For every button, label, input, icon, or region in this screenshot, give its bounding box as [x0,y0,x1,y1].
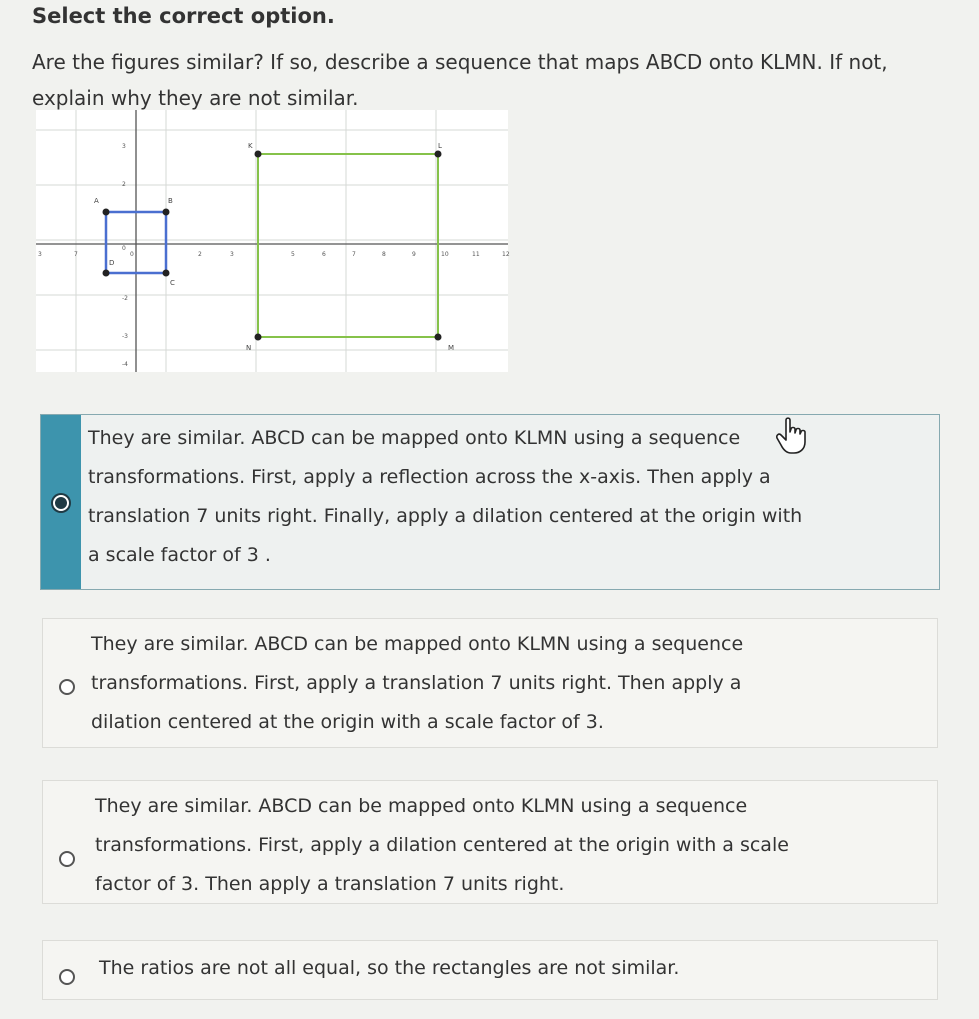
label-m: M [448,344,455,352]
vertex-l [435,151,442,158]
y-tick-label: 0 [122,245,126,252]
option-2-text: They are similar. ABCD can be mapped onto KLMN using a sequence transformations. First, apply a translation 7 units right. Then apply a dilation centered at the origin with a scale factor of 3. [91,633,744,733]
label-c: C [170,279,175,287]
label-b: B [168,197,173,205]
instruction-text: Select the correct option. [32,4,335,28]
x-tick-label: 0 [130,251,134,258]
answer-option-2[interactable] [42,618,938,748]
x-tick-label: 7 [74,251,78,258]
x-tick-label: 2 [198,251,202,258]
option-3-text: They are similar. ABCD can be mapped onto KLMN using a sequence transformations. First, apply a dilation centered at the origin with a scale factor of 3. Then apply a translation 7 units right. [95,795,789,895]
answer-option-3[interactable] [42,780,938,904]
coordinate-graph [36,110,508,372]
x-tick-label: 3 [230,251,234,258]
vertex-d [103,270,110,277]
x-tick-label: 7 [352,251,356,258]
radio-button-4[interactable] [59,969,75,985]
y-tick-label: -3 [122,333,128,340]
label-l: L [438,142,442,150]
y-tick-label: -4 [122,361,128,368]
vertex-c [163,270,170,277]
y-tick-label: 2 [122,181,126,188]
radio-button-1[interactable] [53,495,69,511]
x-tick-label: 9 [412,251,416,258]
radio-button-3[interactable] [59,851,75,867]
option-1-text: They are similar. ABCD can be mapped onto KLMN using a sequence transformations. First, apply a reflection across the x-axis. Then apply a translation 7 units right. Finally, apply a dilation centered at the origin with a scale factor of 3 . [88,427,803,566]
x-tick-label: 3 [38,251,42,258]
label-k: K [248,142,253,150]
x-tick-label: 11 [472,251,480,258]
vertex-n [255,334,262,341]
graph-svg [36,110,508,372]
label-n: N [246,344,252,352]
label-d: D [109,259,115,267]
label-a: A [94,197,99,205]
answer-option-4[interactable] [42,940,938,1000]
radio-button-2[interactable] [59,679,75,695]
vertex-b [163,209,170,216]
vertex-a [103,209,110,216]
y-tick-label: 3 [122,143,126,150]
option-4-text: The ratios are not all equal, so the rectangles are not similar. [99,957,680,979]
x-tick-label: 5 [291,251,295,258]
vertex-k [255,151,262,158]
x-tick-label: 12 [502,251,510,258]
x-tick-label: 8 [382,251,386,258]
vertex-m [435,334,442,341]
y-tick-label: -2 [122,295,128,302]
hand-pointer-icon [772,416,812,456]
question-text: Are the figures similar? If so, describe a sequence that maps ABCD onto KLMN. If not, explain why they are not similar. [32,50,888,110]
x-tick-label: 10 [441,251,449,258]
x-tick-label: 6 [322,251,326,258]
